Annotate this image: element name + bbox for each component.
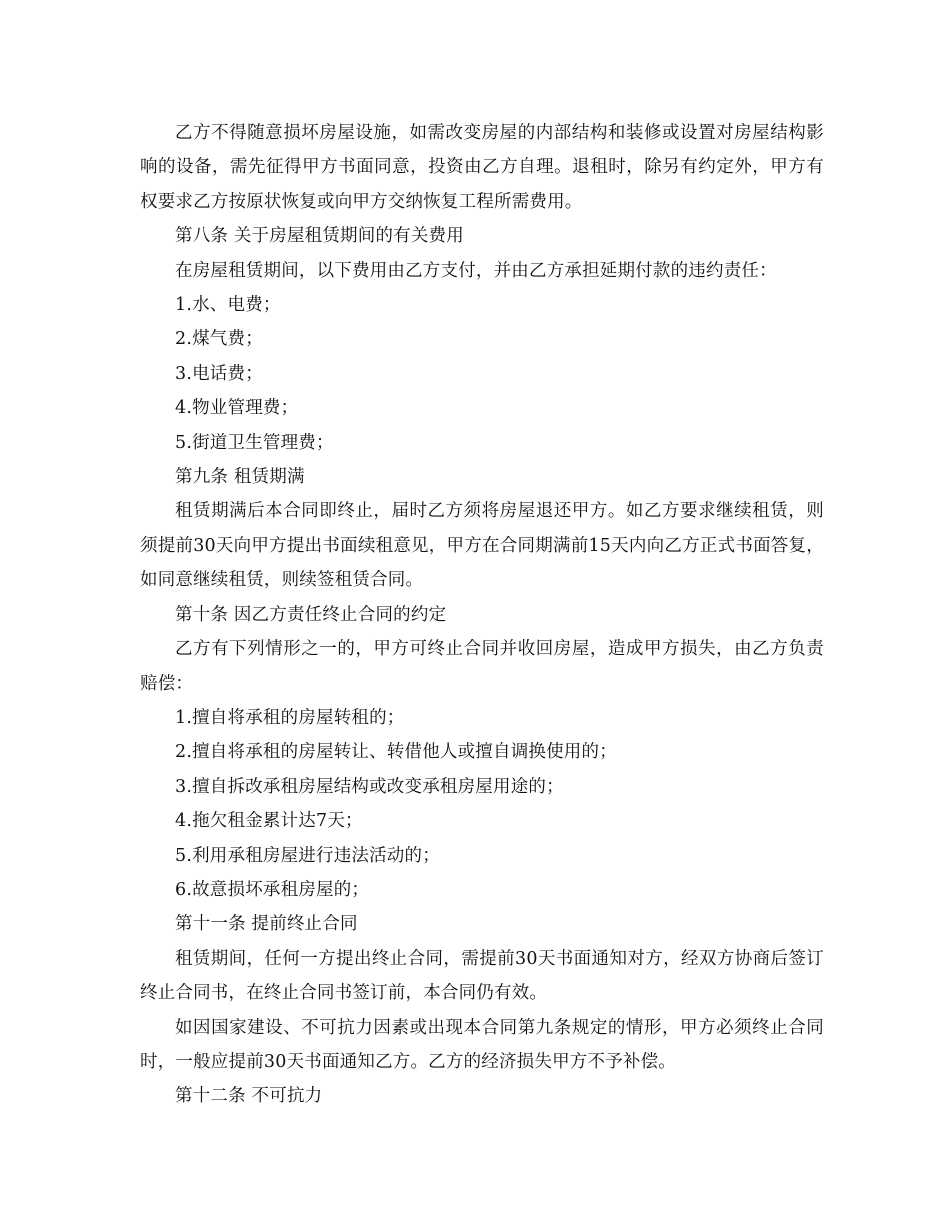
list-item-termination-2: 2.擅自将承租的房屋转让、转借他人或擅自调换使用的； <box>175 742 617 763</box>
heading-article-8: 第八条 关于房屋租赁期间的有关费用 <box>175 226 464 247</box>
list-item-termination-3: 3.擅自拆改承租房屋结构或改变承租房屋用途的； <box>175 776 564 797</box>
document-body <box>140 116 824 1114</box>
heading-article-12: 第十二条 不可抗力 <box>175 1086 323 1107</box>
list-item-termination-1: 1.擅自将承租的房屋转租的； <box>175 707 405 728</box>
paragraph-fees-intro: 在房屋租赁期间，以下费用由乙方支付，并由乙方承担延期付款的违约责任： <box>175 260 777 281</box>
heading-article-10: 第十条 因乙方责任终止合同的约定 <box>175 604 447 625</box>
list-item-fee-4: 4.物业管理费； <box>175 398 299 419</box>
heading-article-9: 第九条 租赁期满 <box>175 467 305 488</box>
list-item-fee-3: 3.电话费； <box>175 363 263 384</box>
paragraph-state-construction: 如因国家建设、不可抗力因素或出现本合同第九条规定的情形，甲方必须终止合同时，一般应提前30天书面通知乙方。乙方的经济损失甲方不予补偿。 <box>140 1017 824 1072</box>
paragraph-early-termination: 租赁期间，任何一方提出终止合同，需提前30天书面通知对方，经双方协商后签订终止合同书，在终止合同书签订前，本合同仍有效。 <box>140 948 824 1004</box>
list-item-termination-6: 6.故意损坏承租房屋的； <box>175 879 370 900</box>
paragraph-lease-expiry: 租赁期满后本合同即终止，届时乙方须将房屋退还甲方。如乙方要求继续租赁，则须提前30天向甲方提出书面续租意见，甲方在合同期满前15天内向乙方正式书面答复，如同意继续租赁，则续签租赁合同。 <box>140 501 824 591</box>
list-item-termination-4: 4.拖欠租金累计达7天； <box>175 811 363 832</box>
list-item-termination-5: 5.利用承租房屋进行违法活动的； <box>175 845 440 866</box>
list-item-fee-5: 5.街道卫生管理费； <box>175 432 334 453</box>
list-item-fee-1: 1.水、电费； <box>175 295 281 316</box>
paragraph-facility-damage: 乙方不得随意损坏房屋设施，如需改变房屋的内部结构和装修或设置对房屋结构影响的设备，需先征得甲方书面同意，投资由乙方自理。退租时，除另有约定外，甲方有权要求乙方按原状恢复或向甲方交纳恢复工程所需费用。 <box>140 123 824 212</box>
paragraph-termination-intro: 乙方有下列情形之一的，甲方可终止合同并收回房屋，造成甲方损失，由乙方负责赔偿： <box>140 639 824 694</box>
list-item-fee-2: 2.煤气费； <box>175 329 263 350</box>
heading-article-11: 第十一条 提前终止合同 <box>175 914 358 935</box>
